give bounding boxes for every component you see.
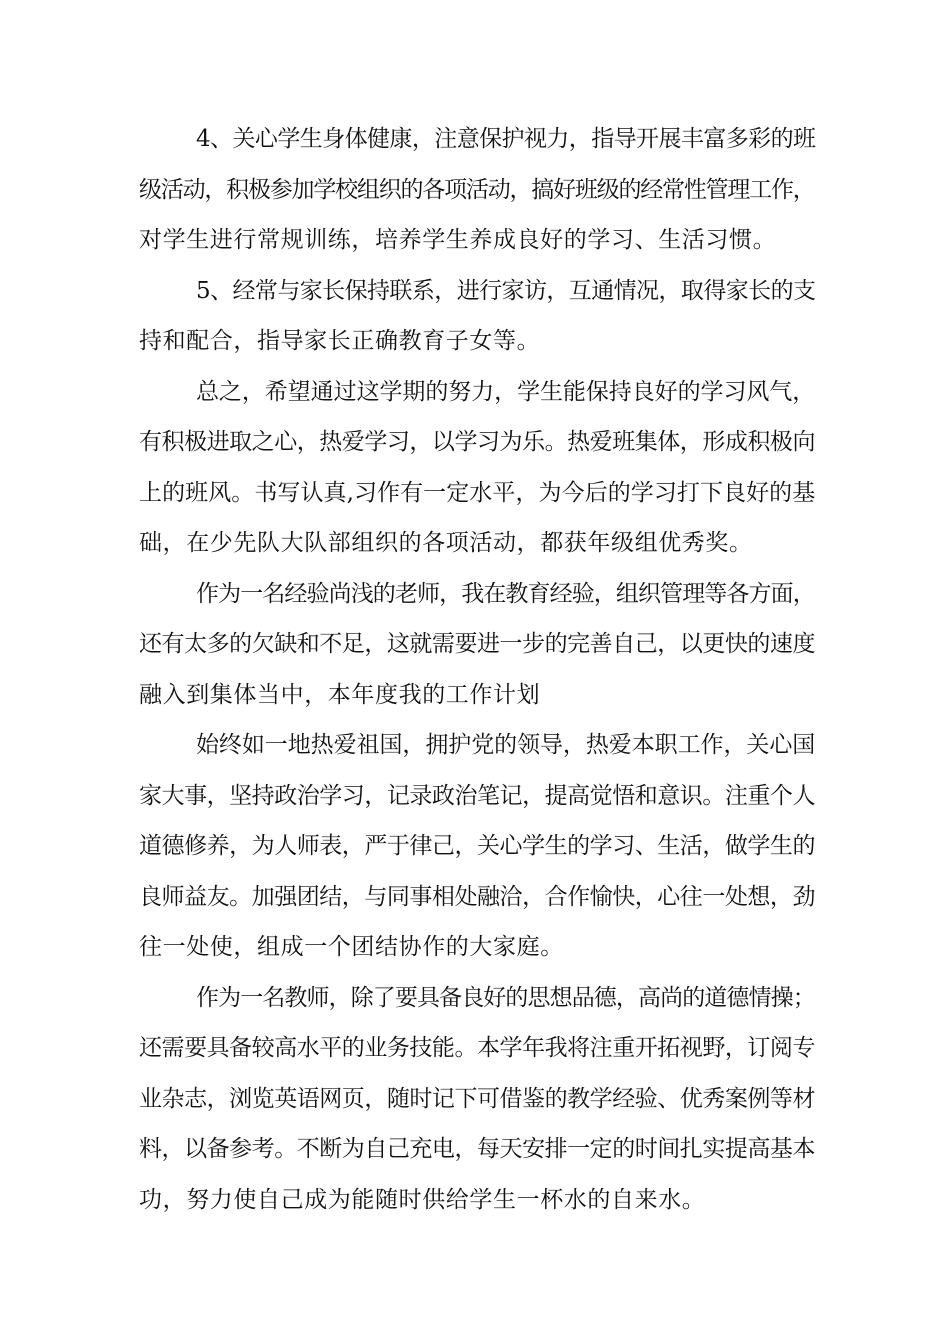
text-line: 作为一名教师，除了要具备良好的思想品德，高尚的道德情操； [196, 985, 815, 1011]
text-line: 始终如一地热爱祖国，拥护党的领导，热爱本职工作，关心国 [196, 732, 816, 758]
text-line: 持和配合，指导家长正确教育子女等。 [139, 328, 541, 354]
text-line: 功，努力使自己成为能随时供给学生一杯水的自来水。 [139, 1187, 706, 1213]
text-line: 还有太多的欠缺和不足，这就需要进一步的完善自己，以更快的速度 [139, 631, 816, 657]
text-line: 总之，希望通过这学期的努力，学生能保持良好的学习风气， [196, 379, 816, 405]
text-line: 业杂志，浏览英语网页，随时记下可借鉴的教学经验、优秀案例等材 [139, 1086, 816, 1112]
text-line: 上的班风。书写认真,习作有一定水平，为今后的学习打下良好的基 [139, 480, 816, 506]
text-line: 5、经常与家长保持联系，进行家访，互通情况，取得家长的支 [196, 278, 816, 304]
text-line: 融入到集体当中，本年度我的工作计划 [139, 682, 541, 708]
text-line: 作为一名经验尚浅的老师，我在教育经验，组织管理等各方面， [196, 581, 815, 607]
text-line: 良师益友。加强团结，与同事相处融洽，合作愉快，心往一处想，劲 [139, 884, 816, 910]
text-line: 有积极进取之心，热爱学习，以学习为乐。热爱班集体，形成积极向 [139, 429, 816, 455]
text-line: 道德修养，为人师表，严于律己，关心学生的学习、生活，做学生的 [139, 833, 816, 859]
text-line: 还需要具备较高水平的业务技能。本学年我将注重开拓视野，订阅专 [139, 1035, 816, 1061]
text-line: 往一处使，组成一个团结协作的大家庭。 [139, 934, 564, 960]
text-line: 料，以备参考。不断为自己充电，每天安排一定的时间扎实提高基本 [139, 1136, 816, 1162]
text-line: 对学生进行常规训练，培养学生养成良好的学习、生活习惯。 [139, 227, 777, 253]
text-line: 础，在少先队大队部组织的各项活动，都获年级组优秀奖。 [139, 530, 753, 556]
text-line: 4、关心学生身体健康，注意保护视力，指导开展丰富多彩的班 [196, 126, 816, 152]
text-line: 级活动，积极参加学校组织的各项活动，搞好班级的经常性管理工作， [139, 177, 815, 203]
text-line: 家大事，坚持政治学习，记录政治笔记，提高觉悟和意识。注重个人 [139, 783, 816, 809]
